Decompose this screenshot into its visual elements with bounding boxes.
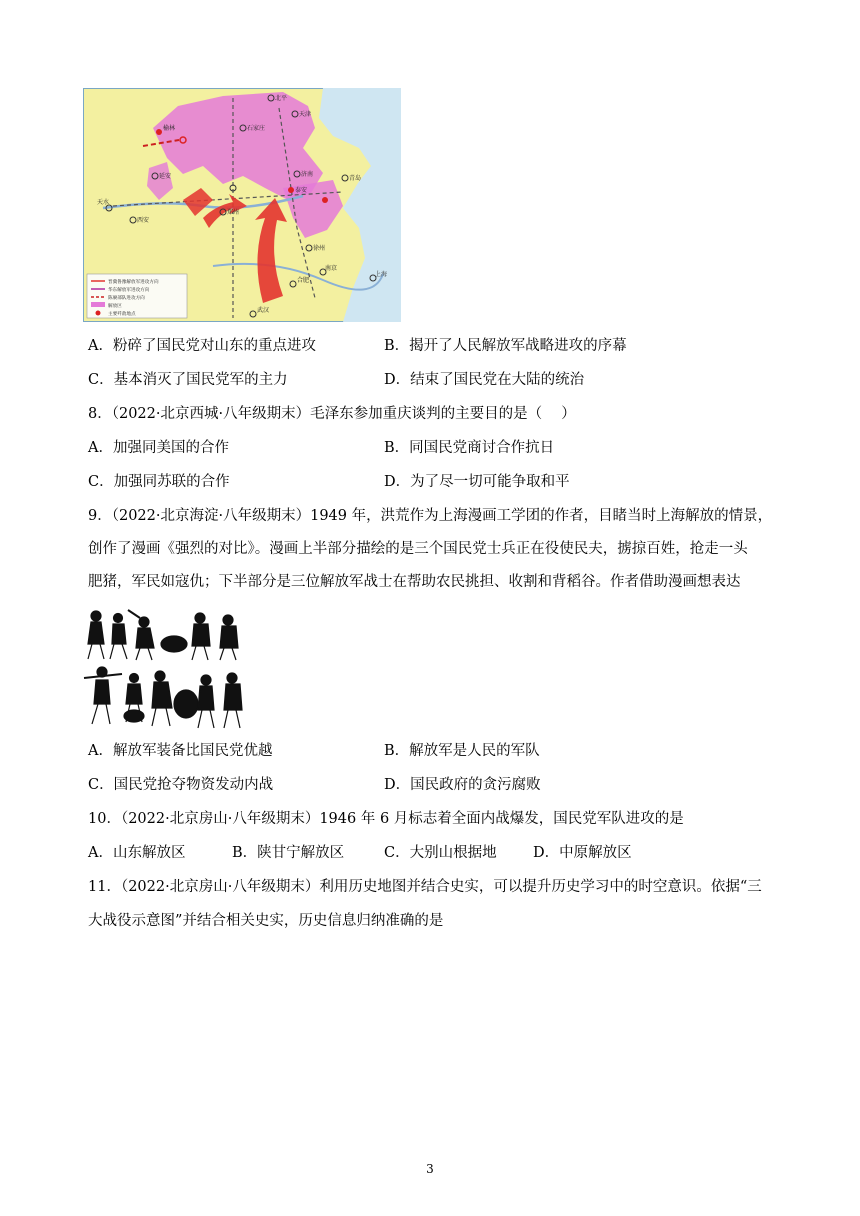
map-label: 北平 xyxy=(275,95,288,102)
map-label: 榆林 xyxy=(163,125,176,132)
q7-option-b: B．揭开了人民解放军战略进攻的序幕 xyxy=(384,338,627,354)
map-label: 西安 xyxy=(137,217,150,224)
q10-option-b: B．陕甘宁解放区 xyxy=(232,845,345,861)
map-label: 石家庄 xyxy=(247,125,266,132)
q9-stem-line-1: 9．（2022·北京海淀·八年级期末）1949 年，洪荒作为上海漫画工学团的作者，目睹当时上海解放的情景， xyxy=(88,508,773,524)
q8-option-c: C．加强同苏联的合作 xyxy=(88,474,230,490)
q10-stem: 10．（2022·北京房山·八年级期末）1946 年 6 月标志着全面内战爆发，国民党军队进攻的是 xyxy=(88,811,684,827)
q9-stem-line-2: 创作了漫画《强烈的对比》。漫画上半部分描绘的是三个国民党士兵正在役使民夫，掳掠百姓，抢走一头 xyxy=(88,541,748,557)
map-label: 延安 xyxy=(159,173,172,180)
q8-stem: 8．（2022·北京西城·八年级期末）毛泽东参加重庆谈判的主要目的是（ ） xyxy=(88,406,576,422)
map-label: 合肥 xyxy=(297,277,310,284)
map-legend-item: 华东解放军进攻方向 xyxy=(108,288,150,293)
q10-option-d: D．中原解放区 xyxy=(533,845,632,861)
map-label: 武汉 xyxy=(257,307,270,314)
q11-stem-line-1: 11．（2022·北京房山·八年级期末）利用历史地图并结合史实，可以提升历史学习中的时空意识。依据“三 xyxy=(88,879,762,895)
map-label: 济南 xyxy=(301,171,314,178)
q7-option-c: C．基本消灭了国民党军的主力 xyxy=(88,372,288,388)
q9-stem-line-3: 肥猪，军民如寇仇；下半部分是三位解放军战士在帮助农民挑担、收割和背稻谷。作者借助漫画想表达 xyxy=(88,574,741,590)
q8-option-b: B．同国民党商讨合作抗日 xyxy=(384,440,555,456)
q9-option-b: B．解放军是人民的军队 xyxy=(384,743,540,759)
q7-option-d: D．结束了国民党在大陆的统治 xyxy=(384,372,585,388)
q8-option-a: A．加强同美国的合作 xyxy=(88,440,229,456)
q9-option-d: D．国民政府的贪污腐败 xyxy=(384,777,541,793)
map-label: 南京 xyxy=(325,265,338,272)
map-legend-item: 主要歼敌地点 xyxy=(108,312,136,317)
map-legend-item: 陈赓部队进攻方向 xyxy=(108,296,145,301)
q8-option-d: D．为了尽一切可能争取和平 xyxy=(384,474,570,490)
map-label: 泰安 xyxy=(295,187,308,194)
q7-option-a: A．粉碎了国民党对山东的重点进攻 xyxy=(88,338,316,354)
cartoon-figure xyxy=(82,604,252,734)
page-number: 3 xyxy=(426,1162,434,1176)
q9-option-c: C．国民党抢夺物资发动内战 xyxy=(88,777,274,793)
map-label: 天津 xyxy=(299,111,312,118)
q9-option-a: A．解放军装备比国民党优越 xyxy=(88,743,273,759)
q10-option-a: A．山东解放区 xyxy=(88,845,186,861)
map-label: 徐州 xyxy=(313,245,326,252)
map-label: 天水 xyxy=(97,199,110,206)
q10-option-c: C．大别山根据地 xyxy=(384,845,497,861)
q11-stem-line-2: 大战役示意图”并结合相关史实，历史信息归纳准确的是 xyxy=(88,913,444,929)
map-legend-item: 晋冀鲁豫解放军进攻方向 xyxy=(108,280,159,285)
map-label: 上海 xyxy=(375,271,388,278)
map-label: 郑州 xyxy=(227,209,240,216)
war-map-figure xyxy=(83,88,401,322)
map-legend-item: 解放区 xyxy=(108,304,122,309)
map-label: 青岛 xyxy=(349,175,362,182)
